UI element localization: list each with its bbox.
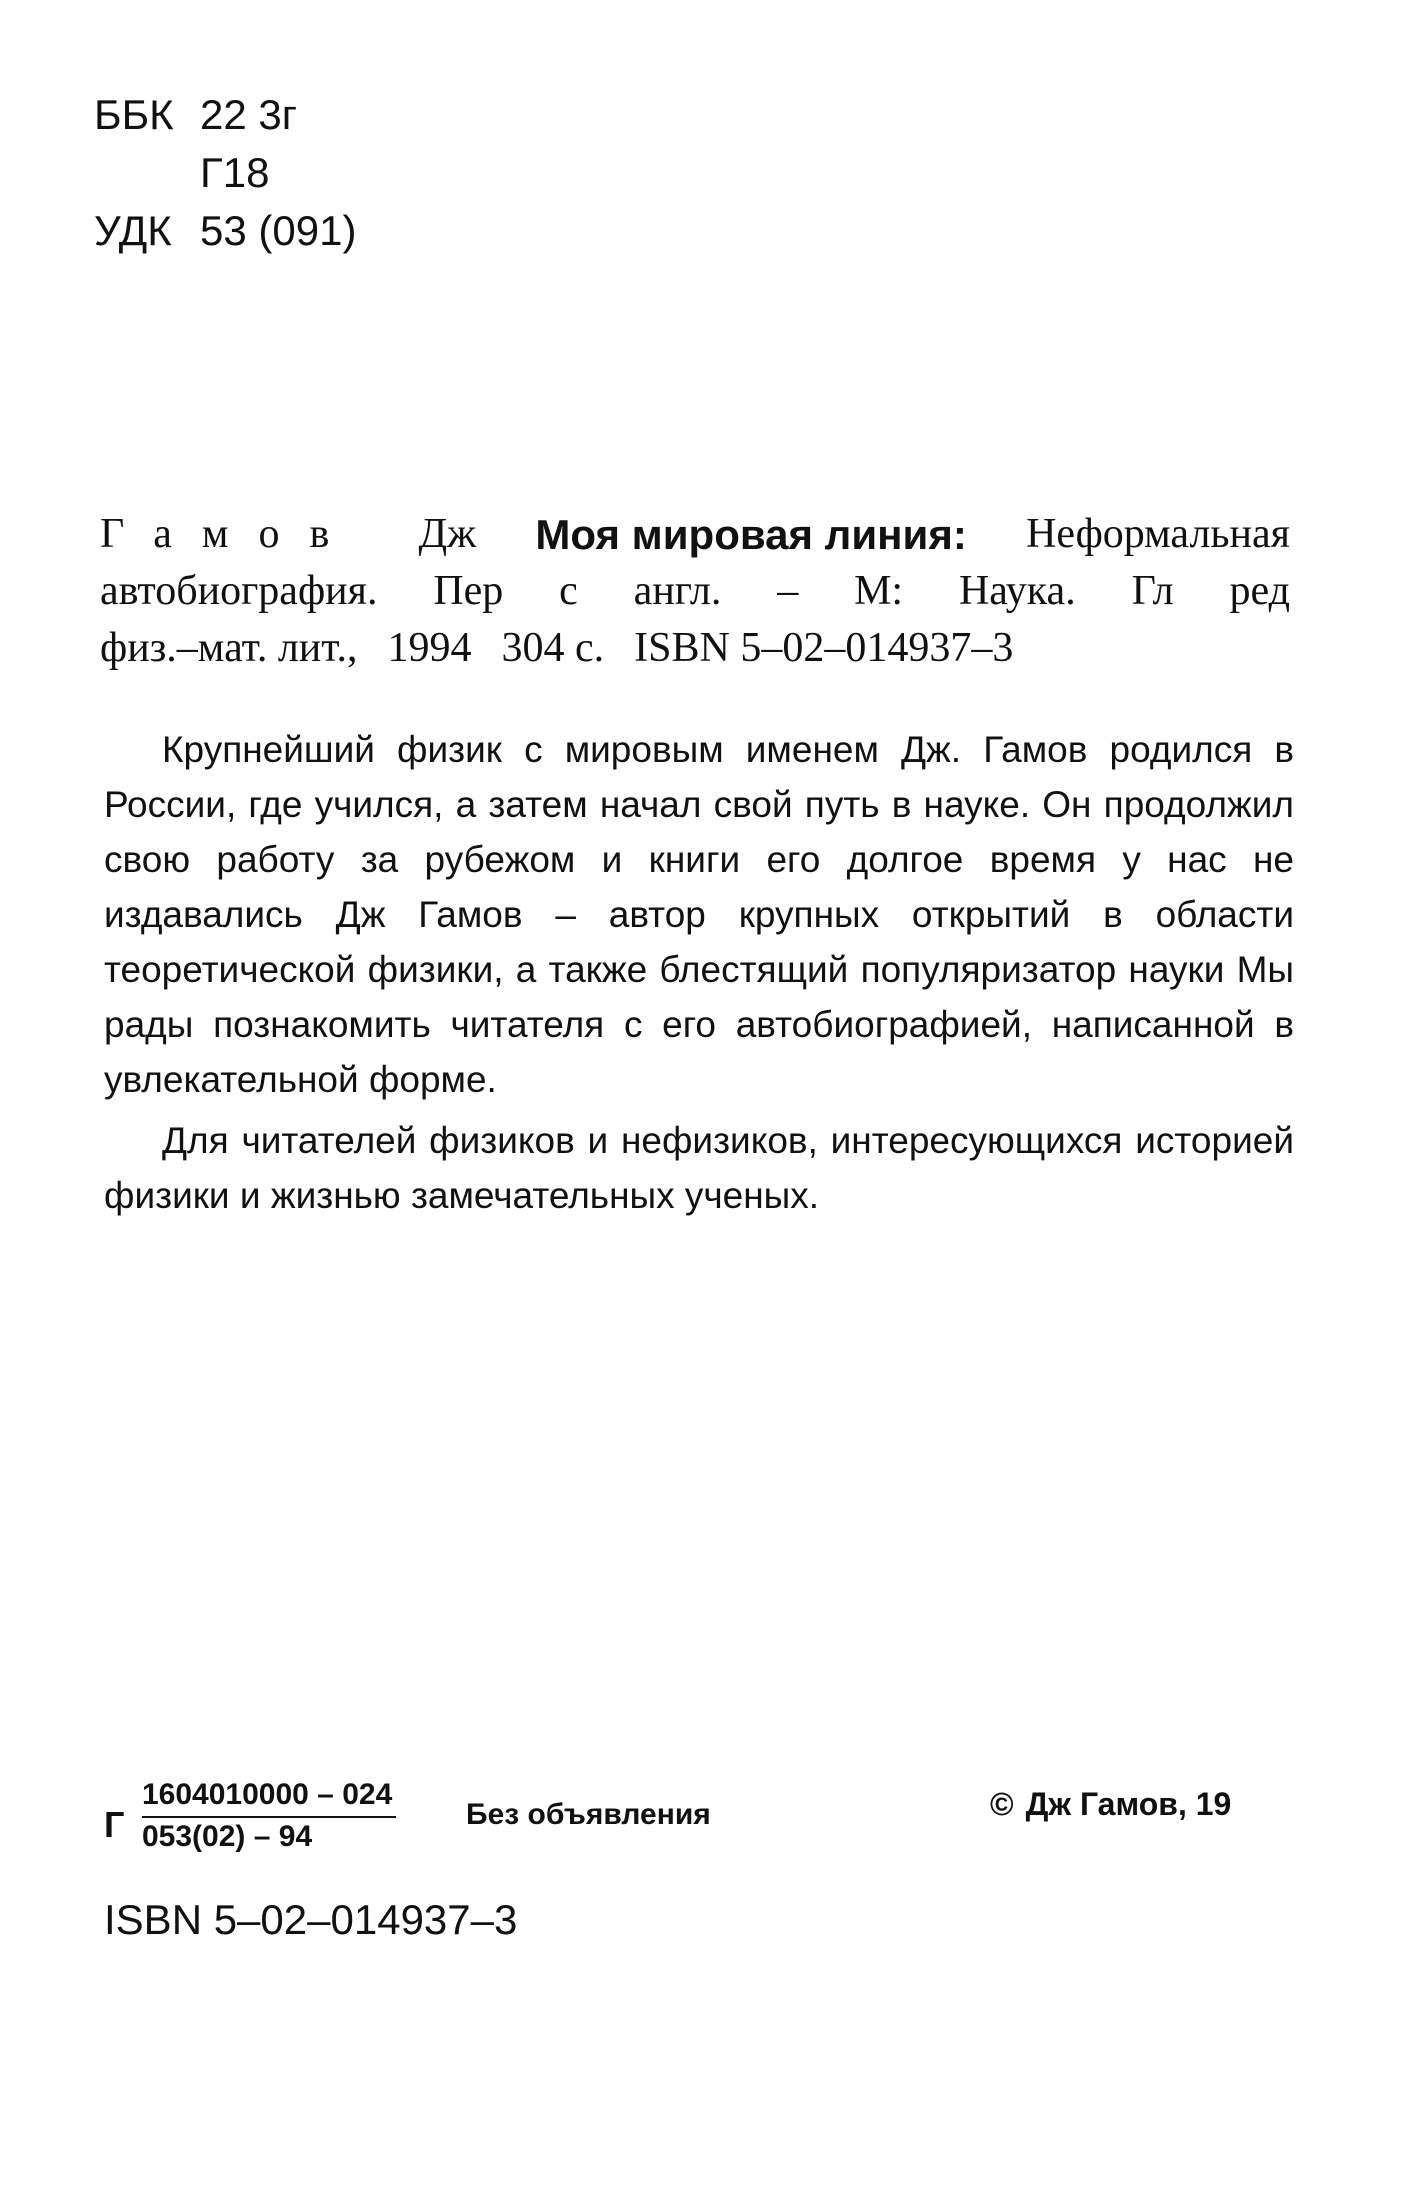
imprint-footer bbox=[104, 1776, 1304, 1866]
biblio-line-2 bbox=[100, 563, 1290, 620]
bbk-value: 22 3г bbox=[200, 91, 298, 138]
subtitle-start: Неформальная bbox=[1026, 511, 1290, 557]
biblio-part: физ.–мат. лит., bbox=[100, 625, 358, 671]
classification-block bbox=[94, 86, 356, 260]
isbn: ISBN 5–02–014937–3 bbox=[104, 1896, 518, 1943]
copyright-icon: © bbox=[990, 1786, 1014, 1822]
biblio-part: М: bbox=[854, 568, 904, 614]
bbk-label: ББК bbox=[94, 91, 174, 138]
biblio-part: с bbox=[559, 568, 578, 614]
udk-value: 53 (091) bbox=[200, 207, 357, 254]
no-ads-note: Без объявления bbox=[466, 1798, 711, 1831]
biblio-part: ред bbox=[1229, 568, 1290, 614]
author-initials: Дж bbox=[418, 511, 477, 557]
bbk-row bbox=[94, 86, 356, 144]
biblio-part: Пер bbox=[433, 568, 504, 614]
author-mark: Г18 bbox=[200, 149, 270, 196]
index-denominator: 053(02) – 94 bbox=[142, 1820, 313, 1853]
publication-index bbox=[142, 1776, 396, 1856]
annotation-paragraph: Крупнейший физик с мировым именем Дж. Гамов родился в России, где учился, а затем начал свой путь в науке. Он продолжил свою работу за рубежом и книги его долгое время у нас не издавались Дж Гамов – автор крупных открытий в области теоретической физики, а также блестящий популяризатор науки Мы рады познакомить читателя с его автобиографией, написанной в увлекательной форме. bbox=[104, 729, 1294, 1100]
annotation bbox=[104, 722, 1294, 1223]
biblio-part: 1994 bbox=[387, 625, 472, 671]
biblio-line-3 bbox=[100, 620, 1290, 677]
biblio-part: Гл bbox=[1131, 568, 1174, 614]
index-prefix: Г bbox=[104, 1804, 125, 1845]
copyright-text: Дж Гамов, 19 bbox=[1025, 1786, 1232, 1822]
biblio-part: англ. bbox=[633, 568, 722, 614]
biblio-part: ISBN 5–02–014937–3 bbox=[634, 625, 1014, 671]
author-name: Гамов bbox=[100, 511, 360, 557]
copyright bbox=[990, 1786, 1231, 1823]
bibliographic-record bbox=[100, 506, 1290, 677]
biblio-part: 304 с. bbox=[501, 625, 605, 671]
book-title: Моя мировая линия: bbox=[535, 511, 967, 558]
annotation-paragraph: Для читателей физиков и нефизиков, интересующихся историей физики и жизнью замечательных ученых. bbox=[104, 1120, 1294, 1216]
index-numerator: 1604010000 – 024 bbox=[142, 1776, 396, 1818]
biblio-part: автобиография. bbox=[100, 568, 378, 614]
biblio-part: – bbox=[777, 568, 799, 614]
udk-row bbox=[94, 202, 356, 260]
biblio-line-1 bbox=[100, 506, 1290, 563]
udk-label: УДК bbox=[94, 207, 172, 254]
biblio-part: Наука. bbox=[958, 568, 1076, 614]
